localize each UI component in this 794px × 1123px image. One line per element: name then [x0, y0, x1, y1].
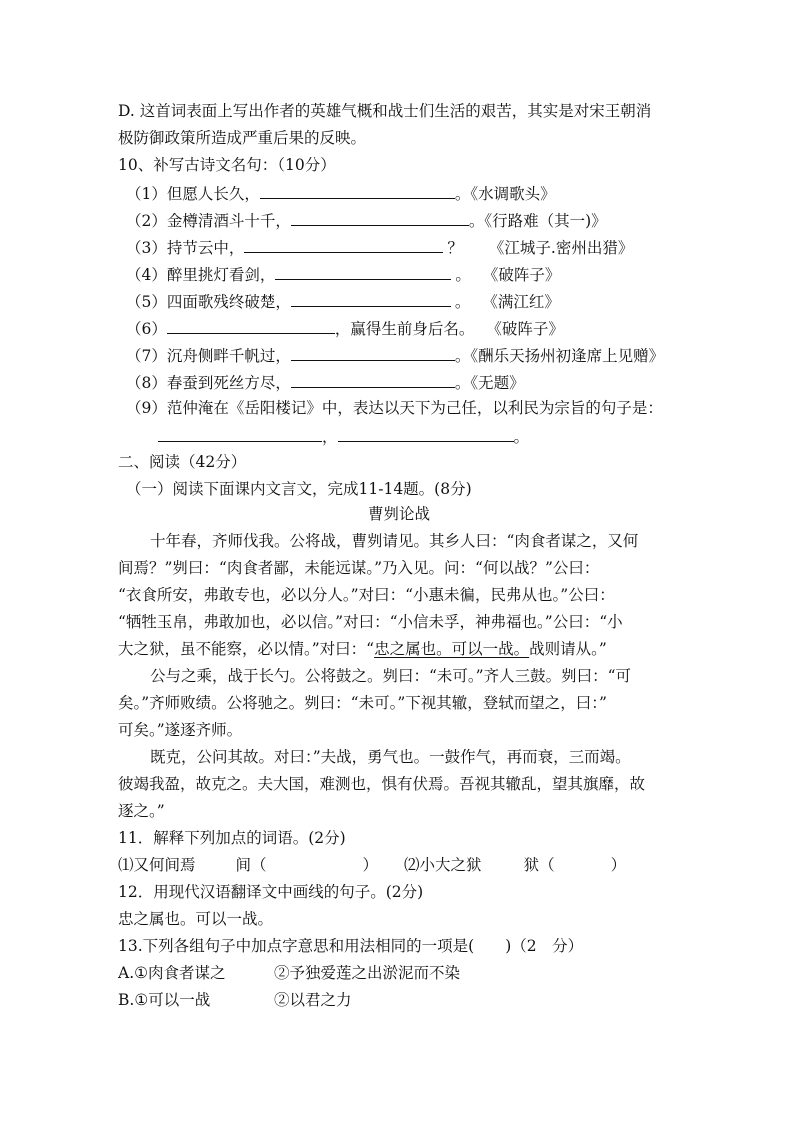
- passage-p1-line1: 十年春，齐师伐我。公将战，曹刿请见。其乡人曰：“肉食者谋之，又何: [150, 532, 639, 550]
- passage-p2-line3: 可矣。”遂逐齐师。: [118, 721, 243, 739]
- answer-blank[interactable]: [338, 425, 514, 442]
- passage-title: 曹刿论战: [368, 505, 431, 523]
- item-prefix: （5）四面歌残终破楚，: [126, 293, 291, 311]
- passage-p3-line2: 彼竭我盈，故克之。夫大国，难测也，惧有伏焉。吾视其辙乱，望其旗靡，故: [118, 775, 646, 793]
- q10-item-9-line1: （9）范仲淹在《岳阳楼记》中，表达以天下为己任，以利民为宗旨的句子是：: [126, 399, 663, 417]
- passage-p3-line3: 逐之。”: [118, 802, 165, 820]
- text: 大之狱，虽不能察，必以情。”对曰：“: [118, 640, 375, 658]
- passage-p1-line4: “牺牲玉帛，弗敢加也，必以信。”对曰：“小信未孚，神弗福也。”公曰：“小: [118, 613, 623, 631]
- section2-heading: 二、阅读（42分）: [118, 453, 247, 471]
- item-text: ，赢得生前身后名。: [334, 320, 475, 338]
- item-source: 。《无题》: [454, 374, 525, 392]
- passage-p2-line1: 公与之乘，战于长勺。公将鼓之。刿曰：“未可。”齐人三鼓。刿曰：“可: [150, 667, 632, 685]
- period: 。: [513, 428, 530, 446]
- answer-blank[interactable]: [260, 182, 455, 199]
- q12-sentence: 忠之属也。可以一战。: [118, 910, 274, 928]
- q11-a-text: ⑴又何间焉: [118, 856, 196, 874]
- answer-blank[interactable]: [275, 263, 451, 280]
- q10-item-2: [126, 209, 607, 229]
- item-source: 。《行路难（其一)》: [468, 212, 607, 230]
- q11-items: [118, 855, 626, 875]
- bracket: ）: [610, 856, 627, 874]
- item-punct: 。: [454, 293, 471, 311]
- q10-item-6: [126, 317, 564, 337]
- item-prefix: （1）但愿人长久，: [126, 185, 260, 203]
- answer-blank[interactable]: [291, 371, 455, 388]
- option-b-sentence-2: ②以君之力: [274, 991, 352, 1009]
- answer-blank[interactable]: [291, 290, 451, 307]
- q11-b-text: ⑵小大之狱: [404, 856, 482, 874]
- q13-option-a: [118, 963, 460, 983]
- answer-blank[interactable]: [158, 425, 322, 442]
- passage-p1-line3: “衣食所安，弗敢专也，必以分人。”对曰：“小惠未徧，民弗从也。”公曰：: [118, 586, 615, 604]
- q10-item-7: [126, 344, 664, 364]
- item-prefix: （3）持节云中，: [126, 239, 245, 257]
- q10-item-9-line2: [158, 425, 529, 445]
- item-prefix: （7）沉舟侧畔千帆过，: [126, 347, 291, 365]
- comma: ，: [322, 428, 338, 446]
- passage-p3-line1: 既克，公问其故。对曰：”夫战，勇气也。一鼓作气，再而衰，三而竭。: [150, 748, 631, 766]
- item-prefix: （2）金樽清酒斗十千，: [126, 212, 291, 230]
- passage-p1-line5: [118, 639, 607, 659]
- option-d-line2: 极防御政策所造成严重后果的反映。: [118, 129, 367, 147]
- passage-p2-line2: 矣。”齐师败绩。公将驰之。刿曰：“未可。”下视其辙，登轼而望之，曰：”: [118, 694, 607, 712]
- item-source: 《江城子.密州出猎》: [488, 239, 634, 257]
- q10-item-5: [126, 290, 560, 310]
- passage-p1-line2: 间焉？”刿曰：“肉食者鄙，未能远谋。”乃入见。问：“何以战？”公曰：: [118, 559, 600, 577]
- item-source: 。《水调歌头》: [454, 185, 556, 203]
- item-prefix: （6）: [126, 320, 167, 338]
- option-a-sentence-2: ②予独爱莲之出淤泥而不染: [274, 964, 461, 982]
- option-d-line1: D. 这首词表面上写出作者的英雄气概和战士们生活的艰苦，其实是对宋王朝消: [118, 102, 652, 120]
- q10-item-1: [126, 182, 556, 202]
- item-source: 《破阵子》: [486, 320, 564, 338]
- item-prefix: （4）醉里挑灯看剑，: [126, 266, 276, 284]
- answer-blank[interactable]: [291, 344, 455, 361]
- answer-blank[interactable]: [244, 236, 443, 253]
- q10-item-4: [126, 263, 560, 283]
- text: 战则请从。”: [529, 640, 607, 658]
- q10-item-8: [126, 371, 525, 391]
- item-source: 《破阵子》: [482, 266, 561, 284]
- section2-sub1: （一）阅读下面课内文言文，完成11-14题。(8分): [126, 480, 472, 498]
- item-prefix: （8）春蚕到死丝方尽，: [126, 374, 291, 392]
- item-source: 。《酬乐天扬州初逢席上见赠》: [454, 347, 665, 365]
- q10-heading: 10、补写古诗文名句：（10分）: [118, 156, 336, 174]
- item-source: 《满江红》: [482, 293, 560, 311]
- answer-blank[interactable]: [291, 209, 469, 226]
- underlined-sentence: 忠之属也。可以一战。: [374, 640, 530, 658]
- q13-heading: 13.下列各组句子中加点字意思和用法相同的一项是( )（2 分）: [118, 937, 584, 955]
- q12-heading: 12．用现代汉语翻译文中画线的句子。(2分): [118, 883, 424, 901]
- q11-b-word: 狱（: [523, 856, 555, 874]
- option-b-sentence-1: B.①可以一战: [118, 991, 211, 1009]
- answer-blank[interactable]: [167, 317, 335, 334]
- q11-a-word: 间（: [235, 856, 267, 874]
- item-punct: ？: [447, 239, 463, 257]
- q13-option-b: [118, 990, 352, 1010]
- option-a-sentence-1: A.①肉食者谋之: [118, 964, 226, 982]
- item-punct: 。: [455, 266, 471, 284]
- bracket: ）: [362, 856, 379, 874]
- q10-item-3: [126, 236, 633, 256]
- q11-heading: 11．解释下列加点的词语。(2分): [118, 829, 346, 847]
